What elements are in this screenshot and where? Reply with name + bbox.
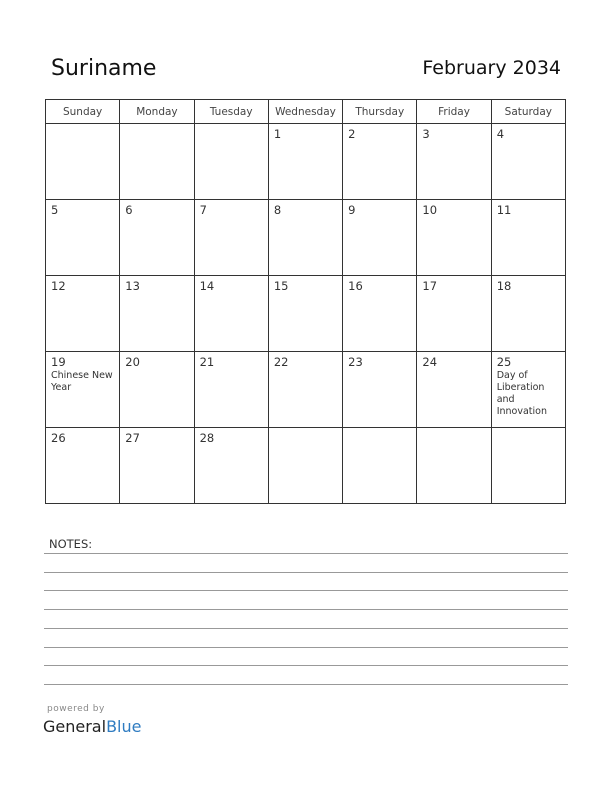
day-cell (268, 276, 342, 352)
day-number: 15 (273, 279, 289, 293)
day-number: 5 (51, 203, 59, 217)
day-number: 1 (273, 127, 282, 141)
day-cell (194, 352, 268, 428)
note-line (44, 553, 568, 554)
day-number: 12 (51, 279, 66, 293)
weekday-thursday: Thursday (343, 100, 417, 124)
day-cell (46, 200, 120, 276)
day-cell (491, 124, 565, 200)
month-year-title: February 2034 (422, 57, 561, 79)
week-row (46, 352, 566, 428)
day-number: 7 (199, 203, 207, 217)
note-line (44, 609, 568, 610)
day-cell (417, 276, 491, 352)
day-number: 6 (125, 203, 133, 217)
week-row (46, 428, 566, 504)
day-cell (417, 352, 491, 428)
day-number: 24 (422, 355, 438, 369)
weekday-saturday: Saturday (491, 100, 565, 124)
day-cell (194, 276, 268, 352)
weekday-sunday: Sunday (46, 100, 120, 124)
day-number: 2 (348, 127, 356, 141)
day-cell (268, 200, 342, 276)
day-cell (343, 352, 417, 428)
day-number: 11 (496, 203, 512, 217)
weekday-wednesday: Wednesday (268, 100, 342, 124)
note-line (44, 647, 568, 648)
day-number: 28 (199, 431, 215, 445)
day-cell (120, 200, 194, 276)
note-line (44, 628, 568, 629)
day-cell (194, 200, 268, 276)
day-cell (46, 428, 120, 504)
week-row (46, 276, 566, 352)
calendar-grid (45, 99, 566, 512)
day-cell (417, 124, 491, 200)
day-cell (343, 200, 417, 276)
day-number: 10 (422, 203, 438, 217)
note-line (44, 572, 568, 573)
week-row (46, 200, 566, 276)
weekday-tuesday: Tuesday (194, 100, 268, 124)
day-number: 22 (273, 355, 289, 369)
note-line (44, 684, 568, 685)
note-line (44, 665, 568, 666)
day-cell (46, 352, 120, 428)
day-cell (343, 428, 417, 504)
logo-text-blue: Blue (106, 717, 142, 736)
day-number: 20 (125, 355, 140, 369)
day-number: 21 (199, 355, 215, 369)
day-cell (120, 428, 194, 504)
day-cell (343, 276, 417, 352)
day-number: 26 (51, 431, 66, 445)
day-cell (417, 200, 491, 276)
day-cell (491, 352, 565, 428)
day-cell (46, 124, 120, 200)
day-cell (194, 428, 268, 504)
day-number: 18 (496, 279, 512, 293)
generalblue-logo (43, 717, 141, 736)
week-row (46, 124, 566, 200)
day-cell (268, 352, 342, 428)
day-number: 14 (199, 279, 215, 293)
day-number: 19 (51, 355, 66, 369)
day-cell (491, 276, 565, 352)
day-number: 4 (496, 127, 505, 141)
notes-label: NOTES: (49, 537, 93, 551)
weekday-monday: Monday (120, 100, 194, 124)
day-number: 9 (348, 203, 356, 217)
day-cell (417, 428, 491, 504)
weekday-header-row (46, 100, 566, 124)
holiday-label: Day of Liberation and Innovation (496, 370, 547, 417)
day-cell (268, 428, 342, 504)
holiday-label: Chinese New Year (51, 370, 113, 393)
logo-text-general: General (43, 717, 107, 736)
day-cell (194, 124, 268, 200)
country-title: Suriname (51, 56, 157, 81)
day-number: 27 (125, 431, 140, 445)
day-cell (120, 124, 194, 200)
weekday-friday: Friday (417, 100, 491, 124)
day-cell (491, 200, 565, 276)
powered-by-text: powered by (47, 704, 105, 714)
day-number: 3 (422, 127, 430, 141)
day-number: 25 (496, 355, 512, 369)
note-line (44, 590, 568, 591)
day-cell (120, 276, 194, 352)
day-cell (343, 124, 417, 200)
day-number: 23 (348, 355, 363, 369)
day-number: 17 (422, 279, 438, 293)
day-number: 16 (348, 279, 363, 293)
day-number: 13 (125, 279, 140, 293)
day-number: 8 (273, 203, 282, 217)
day-cell (268, 124, 342, 200)
day-cell (46, 276, 120, 352)
day-cell (120, 352, 194, 428)
day-cell (491, 428, 565, 504)
